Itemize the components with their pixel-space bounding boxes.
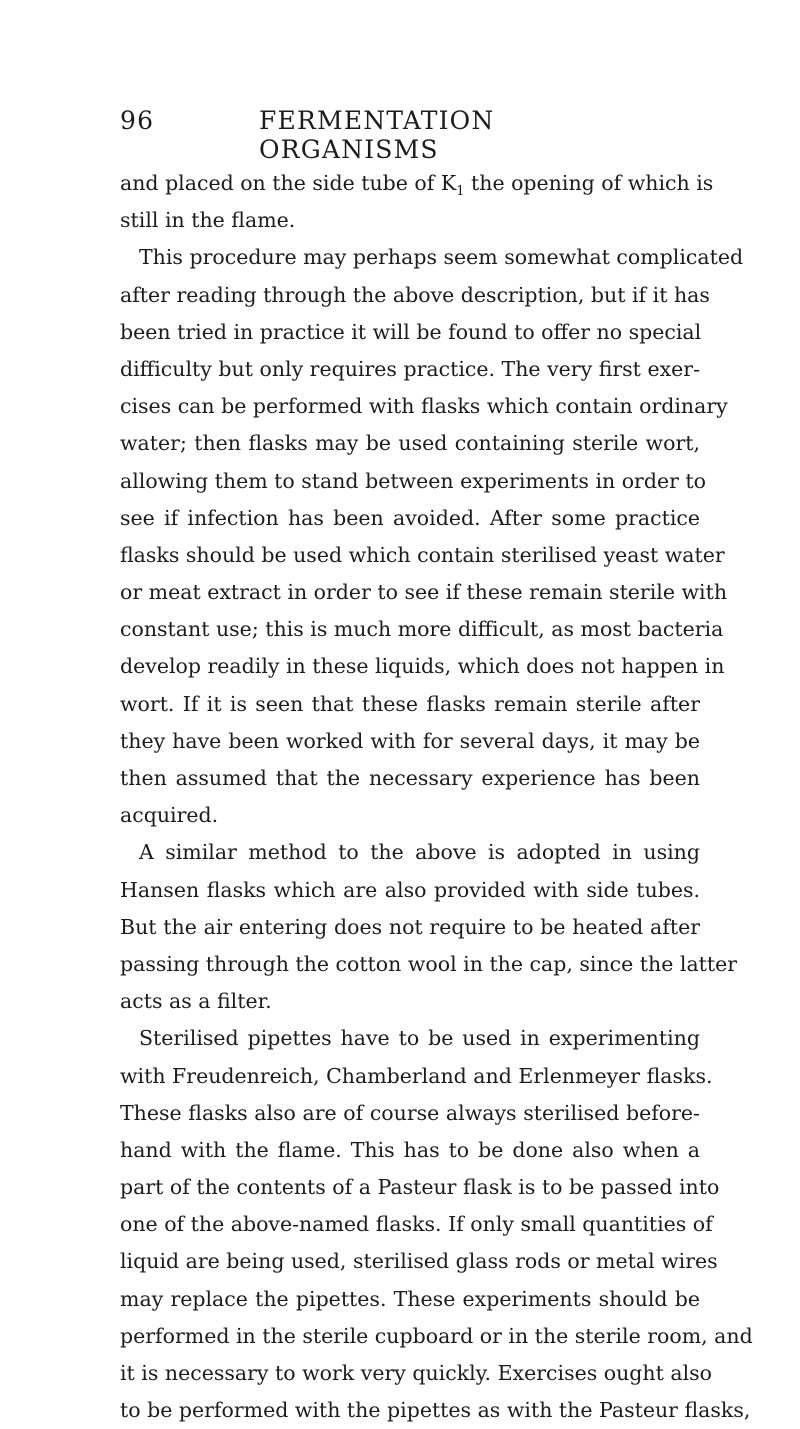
text-line-content: allowing them to stand between experiments in order to xyxy=(120,468,707,493)
text-line xyxy=(120,611,724,648)
text-line-content: But the air entering does not require to be heated after xyxy=(120,914,700,939)
text-line-content: then assumed that the necessary experience has been xyxy=(120,766,700,790)
text-line xyxy=(120,537,725,574)
text-line-content: may replace the pipettes. These experiments should be xyxy=(120,1286,700,1311)
text-line xyxy=(120,872,700,909)
text-line-content: with Freudenreich, Chamberland and Erlenmeyer flasks. xyxy=(120,1063,713,1088)
text-line-continuation: the opening of which is xyxy=(464,171,714,195)
text-line xyxy=(120,797,700,834)
text-line xyxy=(120,202,700,239)
text-line-content: constant use; this is much more difficult, as most bacteria xyxy=(120,617,724,642)
text-line xyxy=(120,834,700,871)
running-title: FERMENTATION ORGANISMS xyxy=(259,106,495,164)
text-line xyxy=(120,277,710,314)
text-line xyxy=(120,500,700,537)
text-line xyxy=(120,1169,720,1206)
text-line xyxy=(120,463,707,500)
text-line-content: This procedure may perhaps seem somewhat complicated xyxy=(139,245,744,270)
text-line-content: been tried in practice it will be found to offer no special xyxy=(120,319,702,344)
text-line-content: they have been worked with for several days, it may be xyxy=(120,728,700,753)
text-line-content: These flasks also are of course always sterilised before- xyxy=(120,1100,700,1125)
text-line xyxy=(120,1392,751,1429)
text-line xyxy=(120,723,700,760)
text-line-content: one of the above-named flasks. If only small quantities of xyxy=(120,1212,713,1237)
text-line-content: cises can be performed with flasks which contain ordinary xyxy=(120,394,728,419)
text-line xyxy=(120,648,725,685)
text-line-content: acquired. xyxy=(120,803,219,828)
text-line-content: see if infection has been avoided. After some practice xyxy=(120,505,700,530)
text-line-content: flasks should be used which contain sterilised yeast water xyxy=(120,542,725,567)
text-line-content: to be performed with the pipettes as with the Pasteur flasks, xyxy=(120,1398,751,1423)
text-line-content: liquid are being used, sterilised glass rods or metal wires xyxy=(120,1249,718,1274)
text-line-content: passing through the cotton wool in the cap, since the latter xyxy=(120,951,738,976)
text-line xyxy=(120,1095,700,1132)
text-line-content: hand with the flame. This has to be done also when a xyxy=(120,1137,700,1162)
text-line-content: acts as a filter. xyxy=(120,989,272,1014)
text-line xyxy=(120,314,700,351)
text-line xyxy=(120,686,700,723)
text-line xyxy=(120,1355,713,1392)
text-line-content: still in the flame. xyxy=(120,208,296,233)
text-line xyxy=(120,1132,700,1169)
running-head xyxy=(120,106,680,164)
text-line xyxy=(120,1206,713,1243)
text-line xyxy=(120,946,738,983)
text-line xyxy=(120,1281,700,1318)
text-line-content: wort. If it is seen that these flasks remain sterile after xyxy=(120,691,700,716)
body-text xyxy=(120,165,753,1429)
text-line-content: A similar method to the above is adopted in using xyxy=(139,840,700,865)
text-line xyxy=(120,574,728,611)
text-line-content: or meat extract in order to see if these remain sterile with xyxy=(120,580,728,605)
page-number: 96 xyxy=(120,106,155,135)
text-line xyxy=(120,1020,700,1057)
text-line xyxy=(120,388,728,425)
text-line xyxy=(120,351,700,388)
text-line xyxy=(120,239,744,276)
text-line xyxy=(120,1243,718,1280)
text-line-content: performed in the sterile cupboard or in the sterile room, and xyxy=(120,1323,753,1348)
text-line xyxy=(120,1058,713,1095)
text-line-content: and placed on the side tube of K xyxy=(120,171,457,195)
text-line-content: develop readily in these liquids, which does not happen in xyxy=(120,654,725,679)
text-line-content: it is necessary to work very quickly. Exercises ought also xyxy=(120,1361,713,1385)
text-line-content: water; then flasks may be used containing sterile wort, xyxy=(120,431,700,456)
text-line-content: after reading through the above description, but if it has xyxy=(120,282,710,307)
text-line-content: Sterilised pipettes have to be used in experimenting xyxy=(139,1026,700,1051)
subscript: 1 xyxy=(456,184,465,200)
text-line xyxy=(120,909,700,946)
text-line-content: Hansen flasks which are also provided with side tubes. xyxy=(120,877,700,902)
text-line xyxy=(120,1318,753,1355)
text-line-content: part of the contents of a Pasteur flask is to be passed into xyxy=(120,1175,720,1200)
text-line xyxy=(120,425,700,462)
text-line xyxy=(120,983,700,1020)
text-line-content: difficulty but only requires practice. The very first exer- xyxy=(120,356,700,381)
text-line xyxy=(120,760,700,797)
text-line xyxy=(120,165,714,202)
